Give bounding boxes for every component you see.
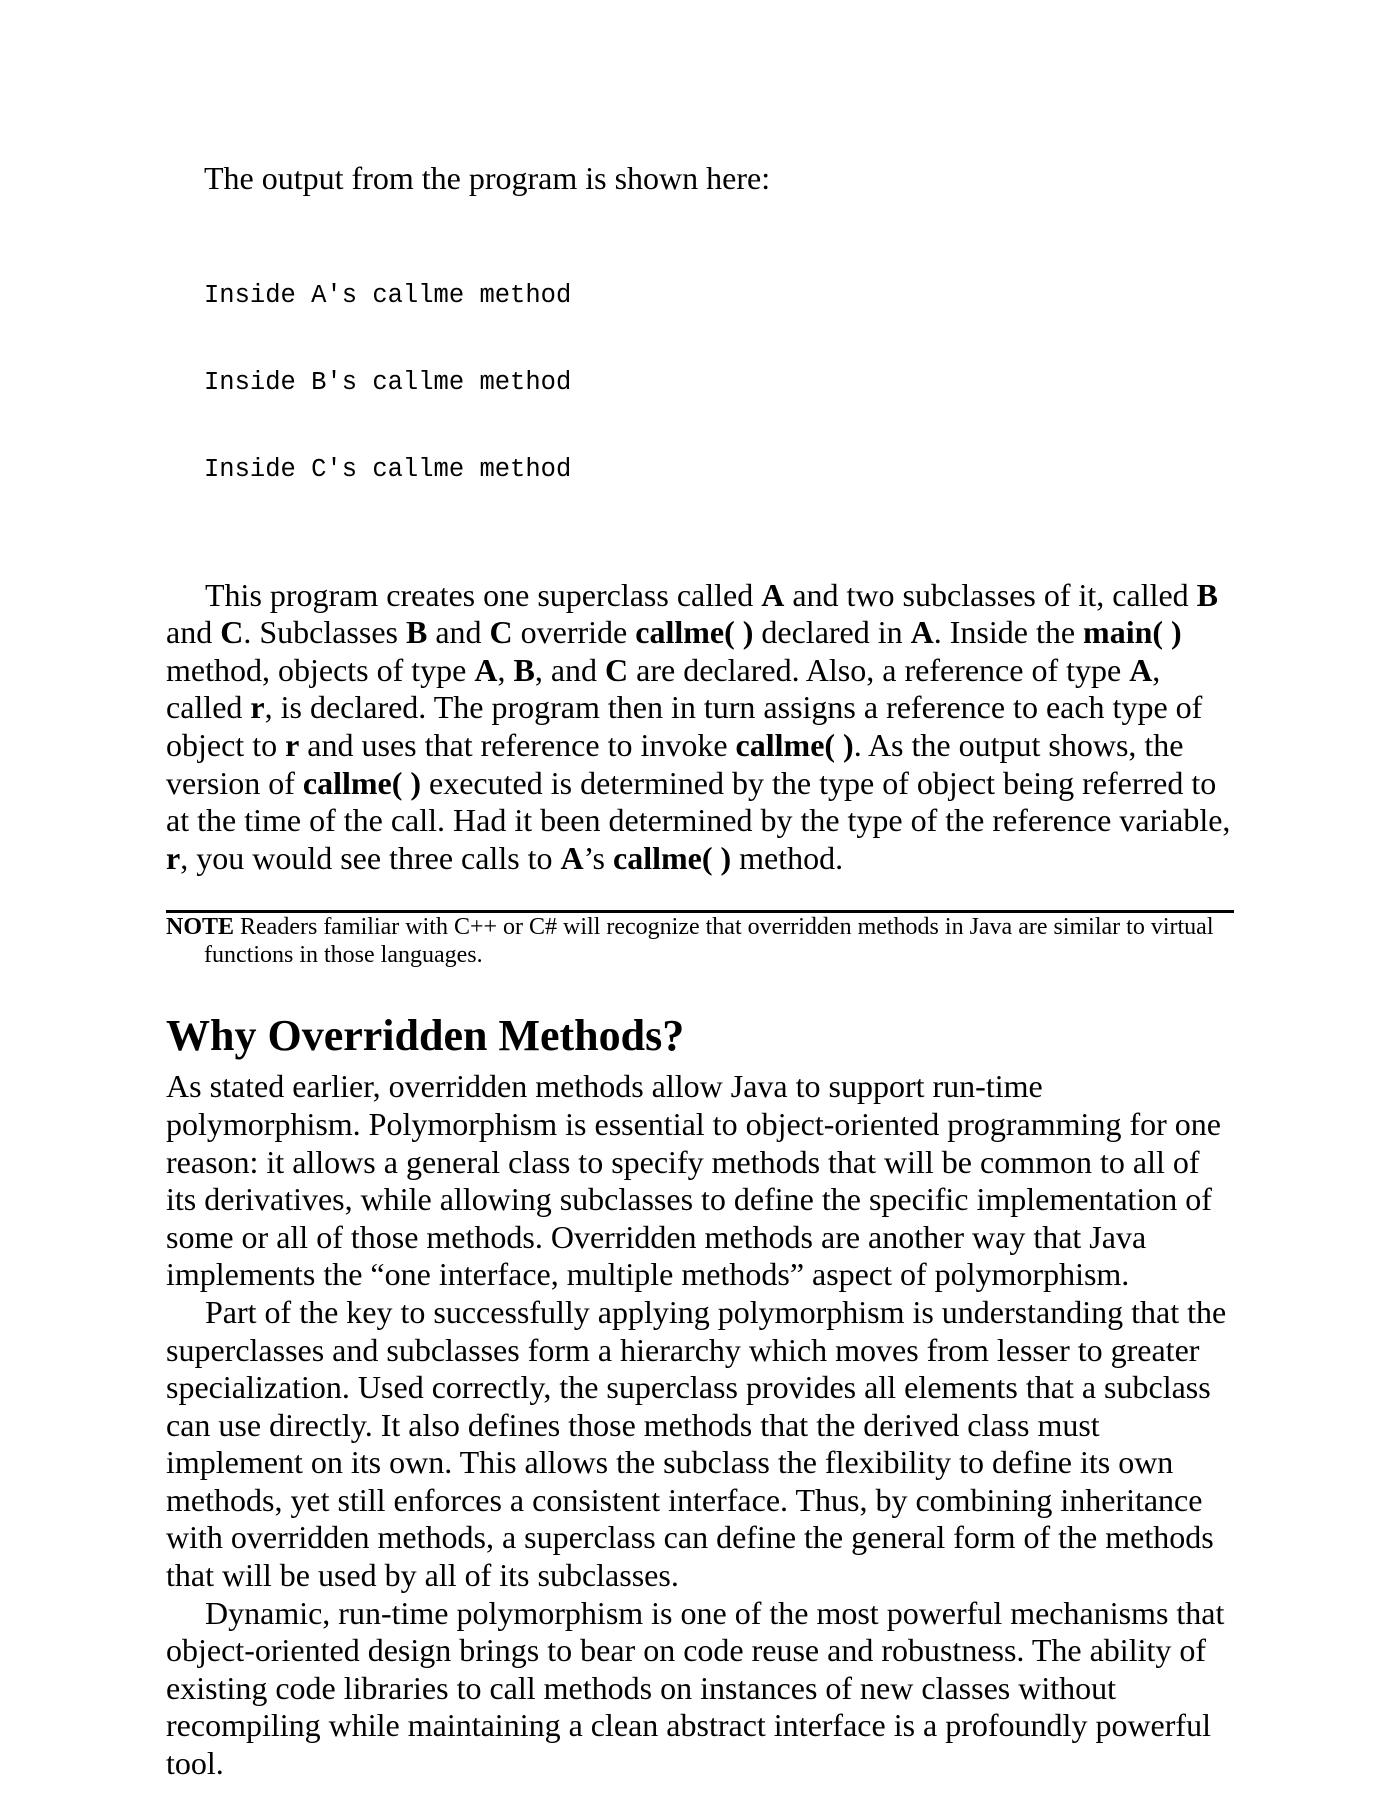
- body-paragraph: Dynamic, run-time polymorphism is one of the most powerful mechanisms that object-oriented design brings to bear on code reuse and robustness. The ability of existing code libraries to call methods on instances of new classes without recompiling while maintaining a clean abstract interface is a profoundly powerful tool.: [166, 1594, 1225, 1782]
- note-label: NOTE: [166, 914, 235, 941]
- note-text: Readers familiar with C++ or C# will recognize that overridden methods in Java are similar to virtual functions in those languages.: [204, 914, 1214, 969]
- code-output-block: [204, 223, 1234, 542]
- body-paragraph: As stated earlier, overridden methods allow Java to support run-time polymorphism. Polymorphism is essential to object-oriented programming for one reason: it allows a general class to specify methods that will be common to all of its derivatives, while allowing subclasses to define the specific implementation of some or all of those methods. Overridden methods are another way that Java implements the “one interface, multiple methods” aspect of polymorphism.: [166, 1068, 1221, 1293]
- section-heading: Why Overridden Methods?: [166, 1011, 685, 1061]
- note-box: [166, 910, 1234, 969]
- code-line: Inside C's callme method: [204, 454, 572, 484]
- program-explanation-paragraph: This program creates one superclass called A and two subclasses of it, called B and C. Subclasses B and C override callme( ) declared in A. Inside the main( ) method, objects of type A, B, and C are declared. Also, a reference of type A, called r, is declared. The program then in turn assigns a reference to each type of object to r and uses that reference to invoke callme( ). As the output shows, the version of callme( ) executed is determined by the type of object being referred to at the time of the call. Had it been determined by the type of the reference variable, r, you would see three calls to A’s callme( ) method.: [166, 576, 1231, 876]
- code-line: Inside A's callme method: [204, 280, 572, 310]
- code-line: Inside B's callme method: [204, 367, 572, 397]
- body-paragraph: Part of the key to successfully applying polymorphism is understanding that the superclasses and subclasses form a hierarchy which moves from lesser to greater specialization. Used correctly, the superclass provides all elements that a subclass can use directly. It also defines those methods that the derived class must implement on its own. This allows the subclass the flexibility to define its own methods, yet still enforces a consistent interface. Thus, by combining inheritance with overridden methods, a superclass can define the general form of the methods that will be used by all of its subclasses.: [166, 1293, 1227, 1594]
- intro-text: The output from the program is shown here:: [204, 160, 771, 196]
- document-page: [166, 160, 1234, 1783]
